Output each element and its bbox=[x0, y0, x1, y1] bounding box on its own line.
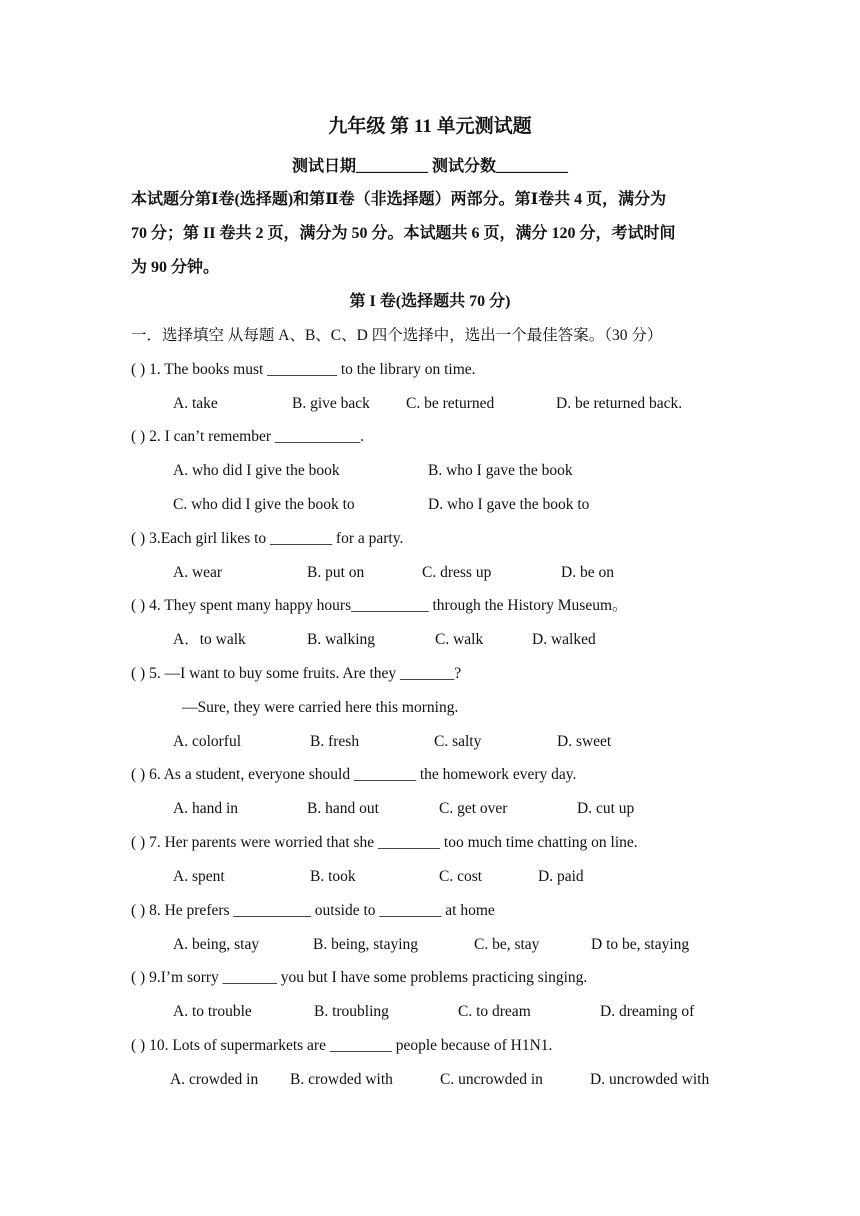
q4-option-b: B. walking bbox=[307, 631, 376, 648]
q7-option-a: A. spent bbox=[173, 868, 225, 885]
q2-option-d: D. who I gave the book to bbox=[428, 496, 590, 513]
q10-option-c: C. uncrowded in bbox=[440, 1071, 543, 1088]
q8-option-b: B. being, staying bbox=[313, 936, 419, 953]
q6-option-c: C. get over bbox=[439, 800, 508, 817]
q9-option-c: C. to dream bbox=[458, 1003, 531, 1020]
question-9: ( ) 9.I’m sorry _______ you but I have some problems practicing singing. bbox=[131, 969, 588, 986]
section-title: 第 I 卷(选择题共 70 分) bbox=[349, 293, 511, 310]
q2-option-c: C. who did I give the book to bbox=[173, 496, 355, 513]
q2-option-a: A. who did I give the book bbox=[173, 462, 340, 479]
q10-option-a: A. crowded in bbox=[170, 1071, 259, 1088]
q6-option-a: A. hand in bbox=[173, 800, 239, 817]
test-date-score-line: 测试日期_________ 测试分数_________ bbox=[291, 158, 568, 175]
q5-option-d: D. sweet bbox=[557, 733, 612, 750]
question-6: ( ) 6. As a student, everyone should ________ the homework every day. bbox=[131, 766, 577, 783]
question-3: ( ) 3.Each girl likes to ________ for a party. bbox=[131, 530, 404, 547]
question-2: ( ) 2. I can’t remember ___________. bbox=[131, 428, 365, 445]
q5-option-a: A. colorful bbox=[173, 733, 242, 750]
page-title: 九年级 第 11 单元测试题 bbox=[328, 116, 532, 137]
q9-option-b: B. troubling bbox=[314, 1003, 389, 1020]
intro-line-3: 为 90 分钟。 bbox=[131, 259, 220, 276]
q7-option-d: D. paid bbox=[538, 868, 584, 885]
q6-option-b: B. hand out bbox=[307, 800, 379, 817]
q10-option-b: B. crowded with bbox=[290, 1071, 393, 1088]
part-instruction: 一．选择填空 从每题 A、B、C、D 四个选择中，选出一个最佳答案。（30 分） bbox=[131, 327, 663, 344]
intro-line-2: 70 分；第 II 卷共 2 页，满分为 50 分。本试题共 6 页，满分 120 分，考试时间 bbox=[131, 225, 676, 242]
question-4: ( ) 4. They spent many happy hours__________ through the History Museum。 bbox=[131, 597, 628, 614]
q4-option-c: C. walk bbox=[435, 631, 484, 648]
q5-option-b: B. fresh bbox=[310, 733, 360, 750]
question-7: ( ) 7. Her parents were worried that she ________ too much time chatting on line. bbox=[131, 834, 638, 851]
q10-option-d: D. uncrowded with bbox=[590, 1071, 710, 1088]
q9-option-a: A. to trouble bbox=[173, 1003, 252, 1020]
intro-line-1: 本试题分第Ⅰ卷(选择题)和第Ⅱ卷（非选择题）两部分。第Ⅰ卷共 4 页，满分为 bbox=[131, 191, 667, 208]
q4-option-a: A．to walk bbox=[173, 631, 246, 648]
question-5-reply: —Sure, they were carried here this morning. bbox=[182, 699, 459, 716]
q6-option-d: D. cut up bbox=[577, 800, 635, 817]
q3-option-b: B. put on bbox=[307, 564, 365, 581]
q1-option-a: A. take bbox=[173, 395, 218, 412]
q5-option-c: C. salty bbox=[434, 733, 482, 750]
q7-option-c: C. cost bbox=[439, 868, 483, 885]
q9-option-d: D. dreaming of bbox=[600, 1003, 695, 1020]
q1-option-c: C. be returned bbox=[406, 395, 495, 412]
q4-option-d: D. walked bbox=[532, 631, 596, 648]
question-1: ( ) 1. The books must _________ to the library on time. bbox=[131, 361, 476, 378]
q8-option-c: C. be, stay bbox=[474, 936, 540, 953]
q1-option-b: B. give back bbox=[292, 395, 370, 412]
q1-option-d: D. be returned back. bbox=[556, 395, 683, 412]
question-5: ( ) 5. —I want to buy some fruits. Are they _______? bbox=[131, 665, 462, 682]
q3-option-d: D. be on bbox=[561, 564, 614, 581]
q8-option-a: A. being, stay bbox=[173, 936, 260, 953]
q7-option-b: B. took bbox=[310, 868, 356, 885]
question-8: ( ) 8. He prefers __________ outside to ________ at home bbox=[131, 902, 495, 919]
q8-option-d: D to be, staying bbox=[591, 936, 690, 953]
q3-option-c: C. dress up bbox=[422, 564, 492, 581]
q2-option-b: B. who I gave the book bbox=[428, 462, 573, 479]
question-10: ( ) 10. Lots of supermarkets are ________ people because of H1N1. bbox=[131, 1037, 553, 1054]
q3-option-a: A. wear bbox=[173, 564, 223, 581]
